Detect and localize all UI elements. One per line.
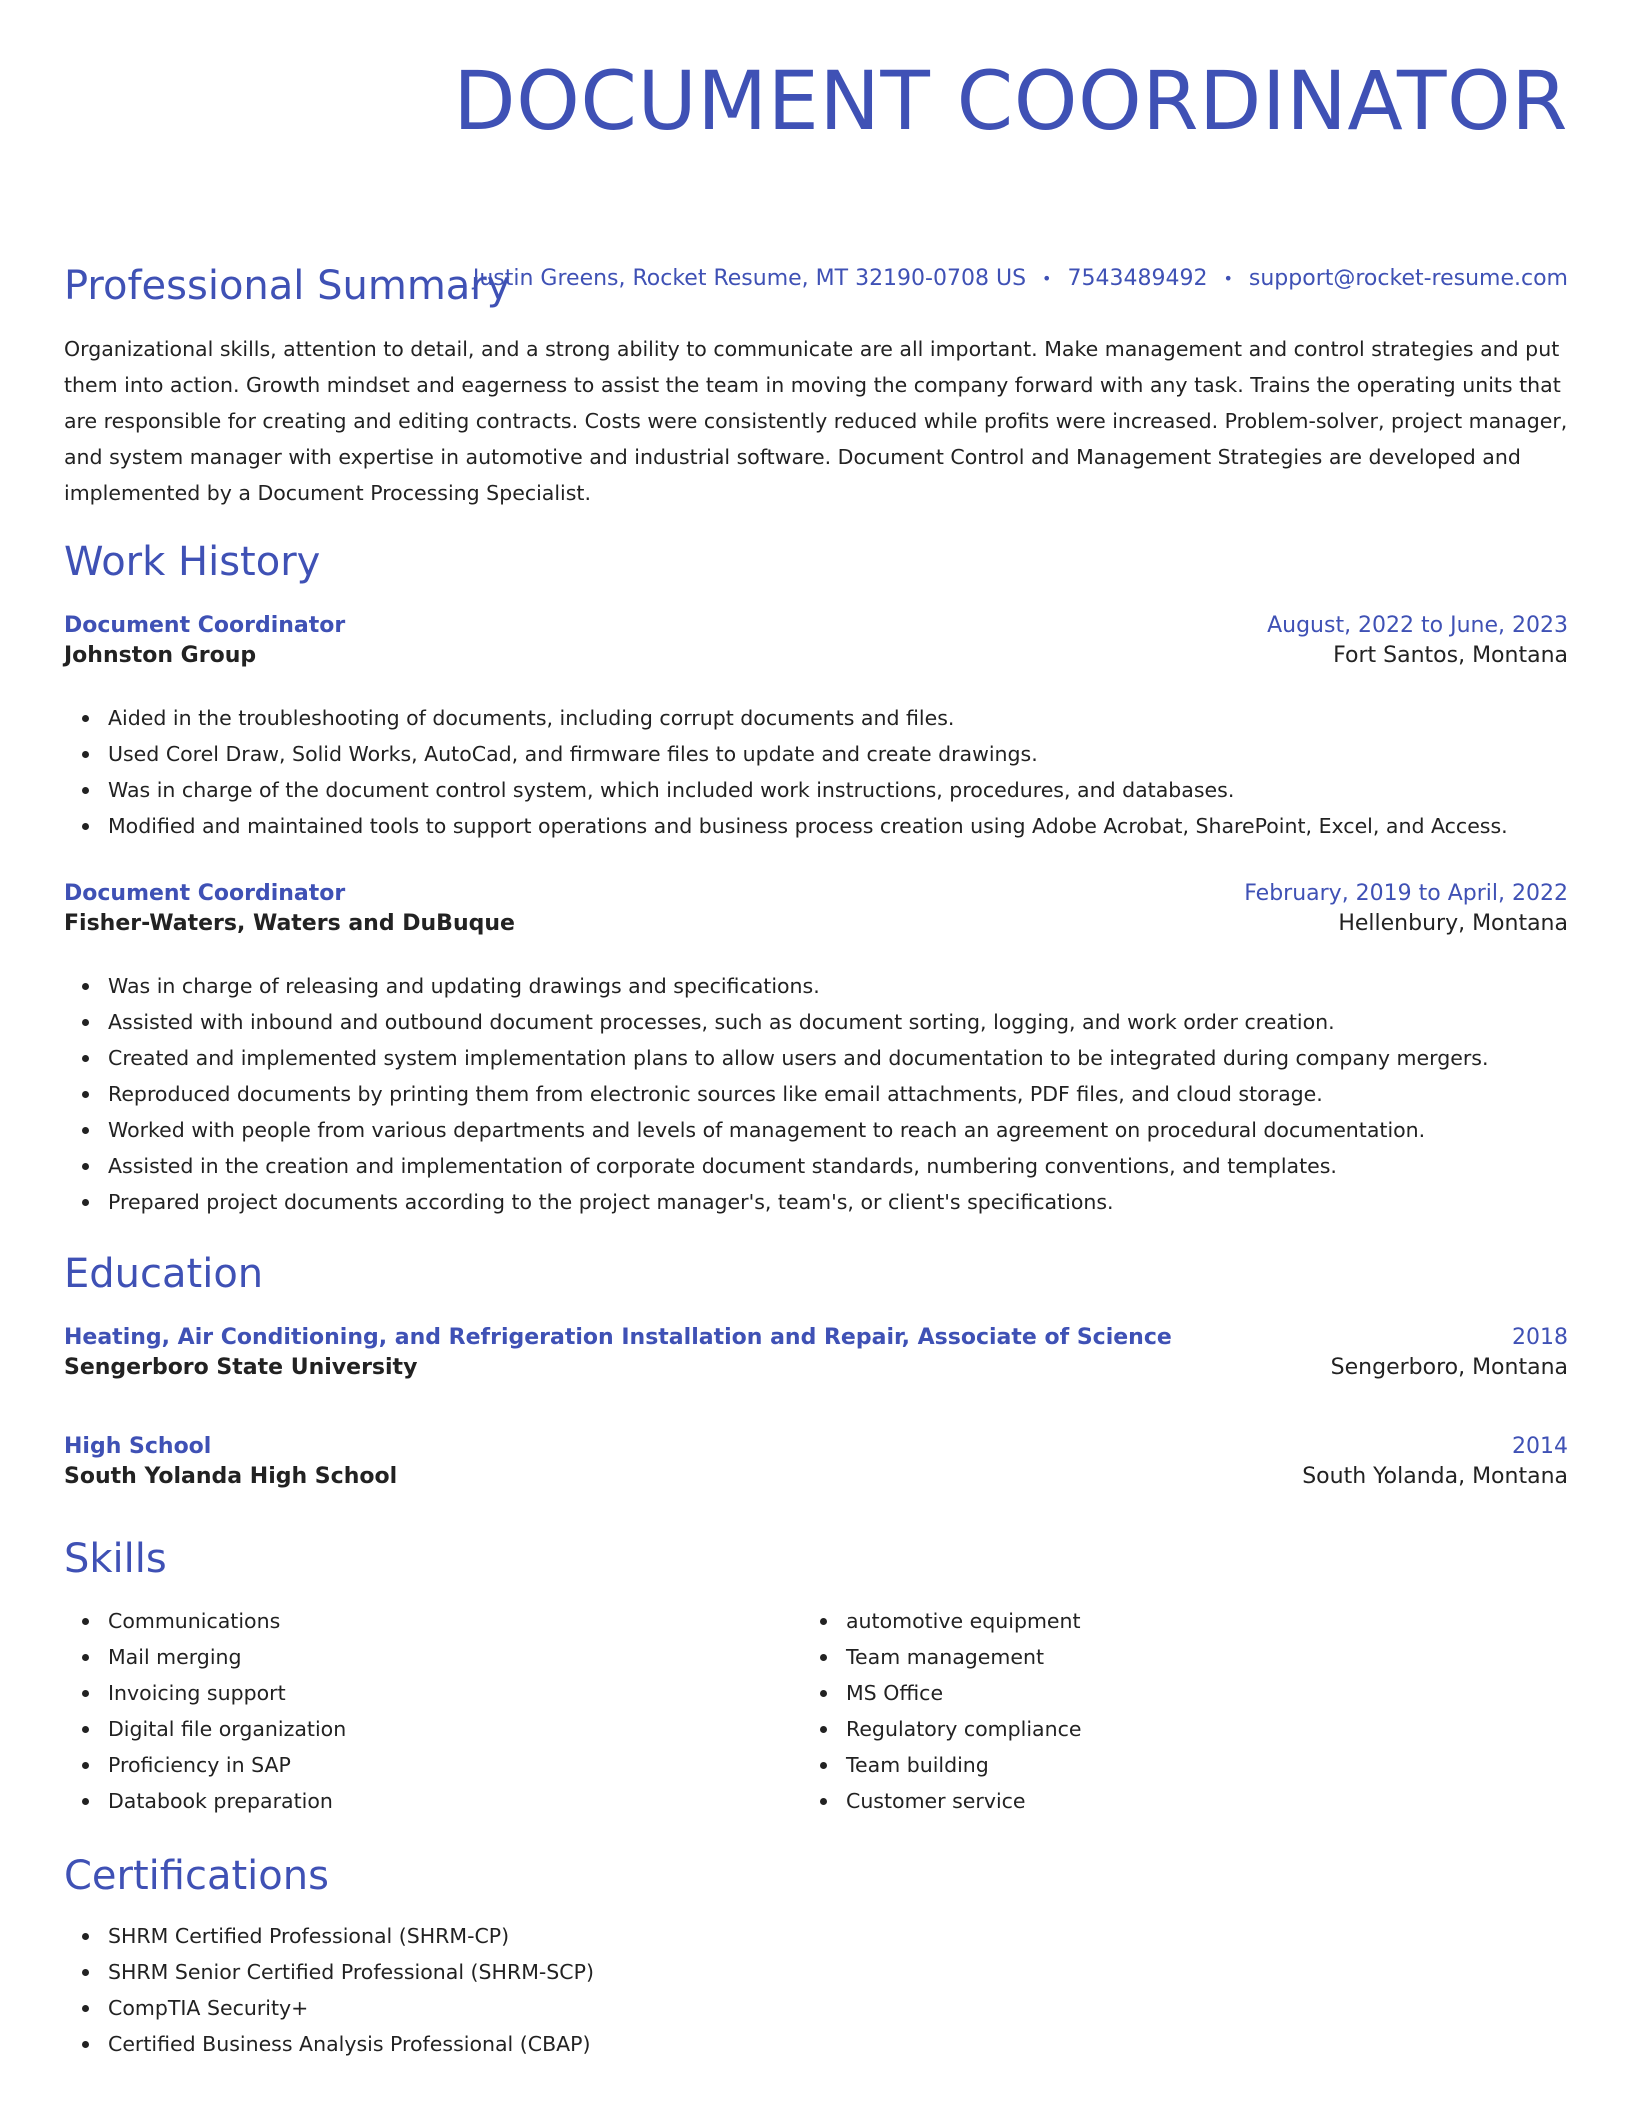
list-item: Was in charge of the document control system, which included work instructions, procedures, and databases. <box>108 772 1568 808</box>
list-item: Used Corel Draw, Solid Works, AutoCad, and firmware files to update and create drawings. <box>108 736 1568 772</box>
list-item: Reproduced documents by printing them from electronic sources like email attachments, PDF files, and cloud storage. <box>108 1076 1568 1112</box>
job-title: Document Coordinator <box>64 613 346 638</box>
skill-item: Invoicing support <box>108 1675 802 1711</box>
degree: High School <box>64 1434 212 1459</box>
list-item: Worked with people from various departments and levels of management to reach an agreement on procedural documentation. <box>108 1112 1568 1148</box>
skill-item: Team building <box>846 1747 1540 1783</box>
skill-item: Regulatory compliance <box>846 1711 1540 1747</box>
certifications-list <box>64 1918 1568 2062</box>
contact-phone: 7543489492 <box>1067 266 1208 291</box>
certification-item: Certified Business Analysis Professional (CBAP) <box>108 2026 1568 2062</box>
certifications-heading: Certifications <box>64 1853 329 1899</box>
skill-item: Team management <box>846 1639 1540 1675</box>
certification-item: CompTIA Security+ <box>108 1990 1568 2026</box>
education-entry <box>64 1432 1568 1492</box>
skill-item: MS Office <box>846 1675 1540 1711</box>
skills-heading: Skills <box>64 1536 167 1582</box>
skill-item: Mail merging <box>108 1639 802 1675</box>
education-heading: Education <box>64 1251 264 1297</box>
school-location: Sengerboro, Montana <box>1330 1355 1568 1380</box>
job-dates: August, 2022 to June, 2023 <box>1267 613 1568 638</box>
skill-item: automotive equipment <box>846 1603 1540 1639</box>
resume-name: DOCUMENT COORDINATOR <box>453 55 1568 149</box>
education-entry <box>64 1323 1568 1383</box>
skill-item: Databook preparation <box>108 1783 802 1819</box>
job-bullets <box>64 968 1568 1220</box>
job-title: Document Coordinator <box>64 881 346 906</box>
certification-item: SHRM Senior Certified Professional (SHRM-SCP) <box>108 1954 1568 1990</box>
list-item: Assisted in the creation and implementation of corporate document standards, numbering conventions, and templates. <box>108 1148 1568 1184</box>
skills-list <box>64 1603 1568 1819</box>
work-history-heading: Work History <box>64 539 321 585</box>
job-dates: February, 2019 to April, 2022 <box>1244 881 1568 906</box>
contact-address: Justin Greens, Rocket Resume, MT 32190-0708 US <box>472 266 1027 291</box>
job-entry <box>64 879 1568 939</box>
job-location: Hellenbury, Montana <box>1338 911 1568 936</box>
list-item: Prepared project documents according to the project manager's, team's, or client's specifications. <box>108 1184 1568 1220</box>
school-name: Sengerboro State University <box>64 1355 418 1380</box>
certification-item: SHRM Certified Professional (SHRM-CP) <box>108 1918 1568 1954</box>
skill-item: Digital file organization <box>108 1711 802 1747</box>
skill-item: Proficiency in SAP <box>108 1747 802 1783</box>
job-bullets <box>64 700 1568 844</box>
job-entry <box>64 611 1568 671</box>
graduation-year: 2014 <box>1512 1434 1568 1459</box>
list-item: Modified and maintained tools to support operations and business process creation using Adobe Acrobat, SharePoint, Excel, and Access. <box>108 808 1568 844</box>
degree: Heating, Air Conditioning, and Refrigeration Installation and Repair, Associate of Science <box>64 1325 1172 1350</box>
graduation-year: 2018 <box>1512 1325 1568 1350</box>
list-item: Created and implemented system implementation plans to allow users and documentation to be integrated during company mergers. <box>108 1040 1568 1076</box>
list-item: Assisted with inbound and outbound document processes, such as document sorting, logging, and work order creation. <box>108 1004 1568 1040</box>
school-name: South Yolanda High School <box>64 1464 398 1489</box>
summary-text: Organizational skills, attention to detail, and a strong ability to communicate are all important. Make management and control strategies and put them into action. Growth mindset and eagerness to assist the team in moving the company forward with any task. Trains the operating units that are responsible for creating and editing contracts. Costs were consistently reduced while profits were increased. Problem-solver, project manager, and system manager with expertise in automotive and industrial software. Document Control and Management Strategies are developed and implemented by a Document Processing Specialist. <box>64 337 1568 505</box>
skill-item: Communications <box>108 1603 802 1639</box>
summary-heading: Professional Summary <box>64 263 511 309</box>
contact-separator: • <box>1042 269 1052 288</box>
skills-column-right <box>802 1603 1540 1819</box>
job-company: Fisher-Waters, Waters and DuBuque <box>64 911 515 936</box>
contact-email: support@rocket-resume.com <box>1248 266 1568 291</box>
skill-item: Customer service <box>846 1783 1540 1819</box>
skills-column-left <box>64 1603 802 1819</box>
job-location: Fort Santos, Montana <box>1333 643 1568 668</box>
list-item: Was in charge of releasing and updating drawings and specifications. <box>108 968 1568 1004</box>
contact-separator: • <box>1223 269 1233 288</box>
school-location: South Yolanda, Montana <box>1302 1464 1568 1489</box>
list-item: Aided in the troubleshooting of documents, including corrupt documents and files. <box>108 700 1568 736</box>
job-company: Johnston Group <box>64 643 257 668</box>
